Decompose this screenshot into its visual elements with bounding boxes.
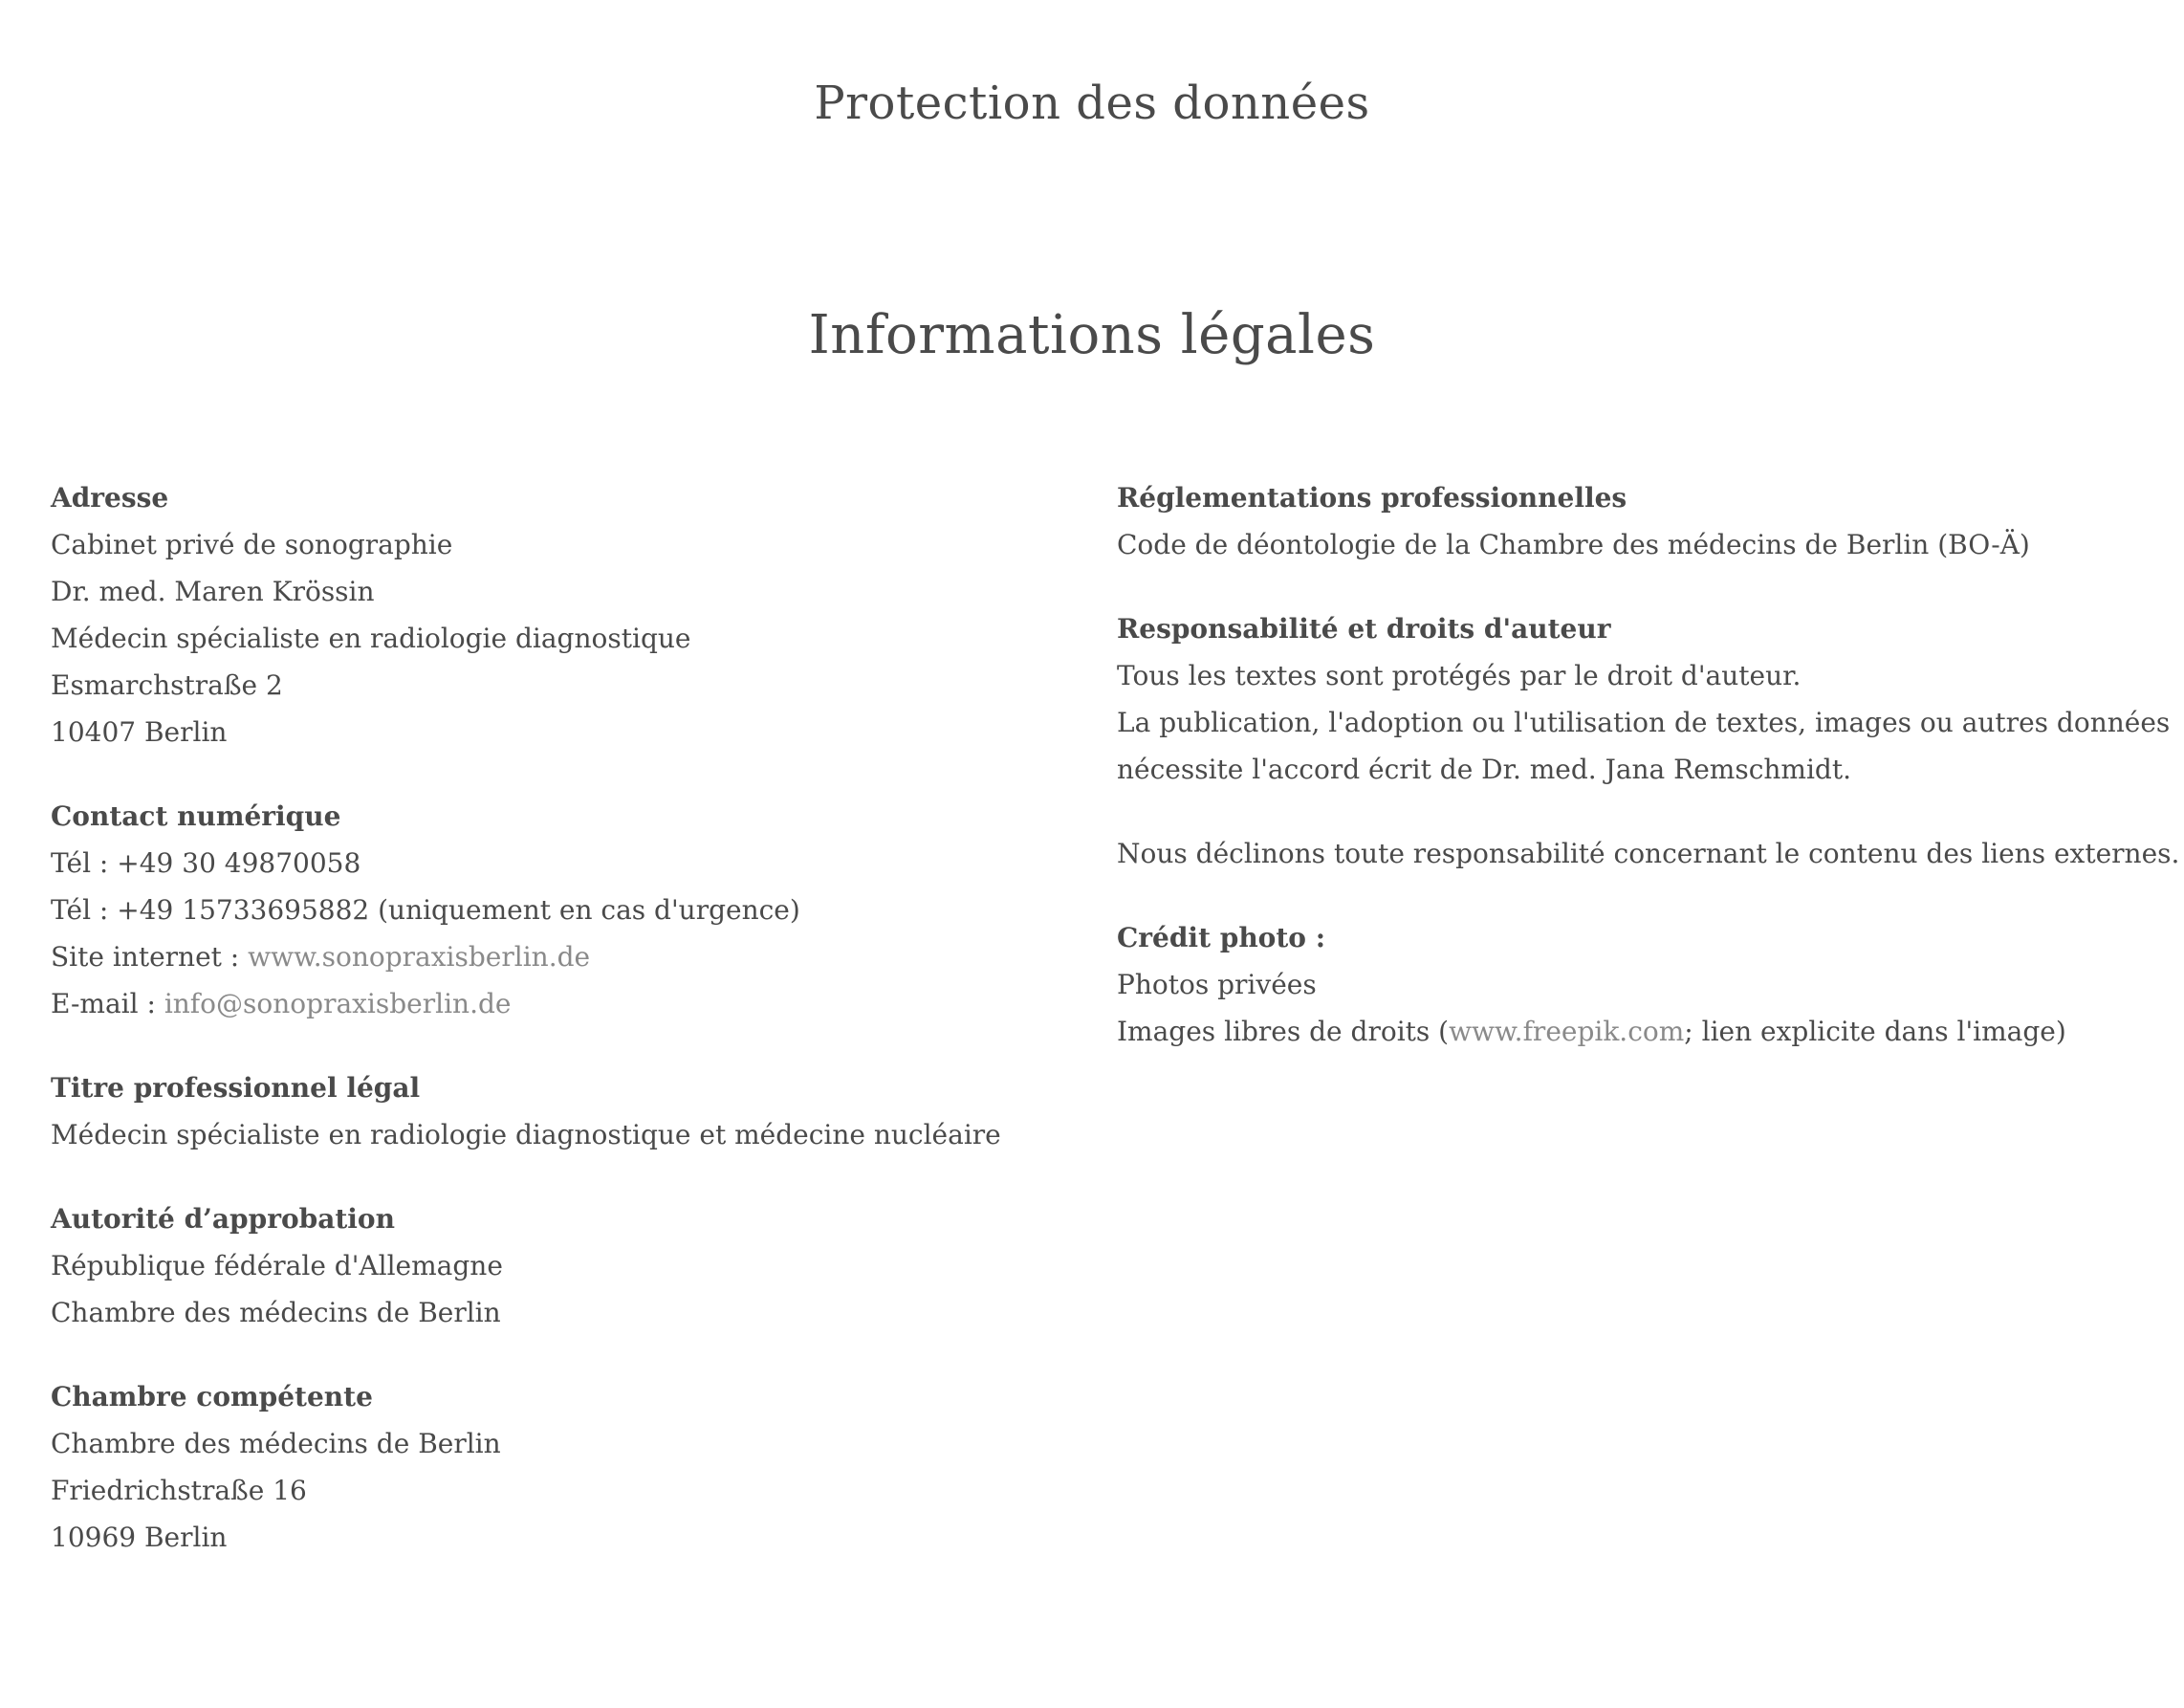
chamber-line: Friedrichstraße 16 — [51, 1475, 307, 1506]
photo-credit-section — [1117, 914, 2169, 1055]
photo-credit-line — [1117, 1008, 2169, 1055]
contact-section — [51, 793, 1083, 1027]
website-line — [51, 933, 1083, 980]
liability-line: nécessite l'accord écrit de Dr. med. Jana Remschmidt. — [1117, 754, 1852, 785]
photo-credit-line: Photos privées — [1117, 969, 1317, 1000]
address-line: Esmarchstraße 2 — [51, 669, 283, 701]
liability-heading: Responsabilité et droits d'auteur — [1117, 613, 1611, 645]
website-label: Site internet : — [51, 941, 249, 973]
address-line: Médecin spécialiste en radiologie diagnostique — [51, 623, 691, 654]
right-column — [1117, 474, 2180, 1092]
authority-section — [51, 1195, 1083, 1336]
professional-title-heading: Titre professionnel légal — [51, 1072, 421, 1104]
liability-line: La publication, l'adoption ou l'utilisation de textes, images ou autres données — [1117, 707, 2171, 738]
email-link[interactable]: info@sonopraxisberlin.de — [164, 988, 512, 1019]
chamber-section — [51, 1373, 1083, 1561]
address-heading: Adresse — [51, 482, 169, 514]
disclaimer-section — [1117, 830, 2180, 877]
privacy-title: Protection des données — [814, 77, 1370, 130]
address-line: Dr. med. Maren Krössin — [51, 576, 375, 607]
regulations-section — [1117, 474, 2169, 568]
website-link[interactable]: www.sonopraxisberlin.de — [248, 941, 591, 973]
professional-title-section — [51, 1064, 1083, 1158]
liability-line: Tous les textes sont protégés par le droit d'auteur. — [1117, 660, 1802, 691]
liability-section — [1117, 605, 2169, 793]
email-line — [51, 980, 1083, 1027]
photo-credit-text-before: Images libres de droits ( — [1117, 1016, 1450, 1047]
freepik-link[interactable]: www.freepik.com — [1449, 1016, 1685, 1047]
authority-line: Chambre des médecins de Berlin — [51, 1297, 501, 1328]
left-column — [51, 474, 1083, 1598]
regulations-line: Code de déontologie de la Chambre des médecins de Berlin (BO-Ä) — [1117, 529, 2030, 560]
address-line: Cabinet privé de sonographie — [51, 529, 453, 560]
address-line: 10407 Berlin — [51, 716, 228, 748]
professional-title-line: Médecin spécialiste en radiologie diagnostique et médecine nucléaire — [51, 1119, 1001, 1150]
authority-heading: Autorité d’approbation — [51, 1203, 395, 1235]
contact-heading: Contact numérique — [51, 800, 341, 832]
legal-title: Informations légales — [808, 304, 1376, 366]
chamber-line: Chambre des médecins de Berlin — [51, 1428, 501, 1459]
photo-credit-heading: Crédit photo : — [1117, 922, 1326, 953]
authority-line: République fédérale d'Allemagne — [51, 1250, 503, 1281]
chamber-line: 10969 Berlin — [51, 1522, 228, 1553]
disclaimer-line: Nous déclinons toute responsabilité concernant le contenu des liens externes. — [1117, 838, 2180, 869]
chamber-heading: Chambre compétente — [51, 1381, 373, 1412]
emergency-phone-line: Tél : +49 15733695882 (uniquement en cas d'urgence) — [51, 894, 800, 926]
email-label: E-mail : — [51, 988, 164, 1019]
phone-line: Tél : +49 30 49870058 — [51, 847, 361, 879]
photo-credit-text-after: ; lien explicite dans l'image) — [1684, 1016, 2066, 1047]
regulations-heading: Réglementations professionnelles — [1117, 482, 1627, 514]
address-section — [51, 474, 1083, 755]
